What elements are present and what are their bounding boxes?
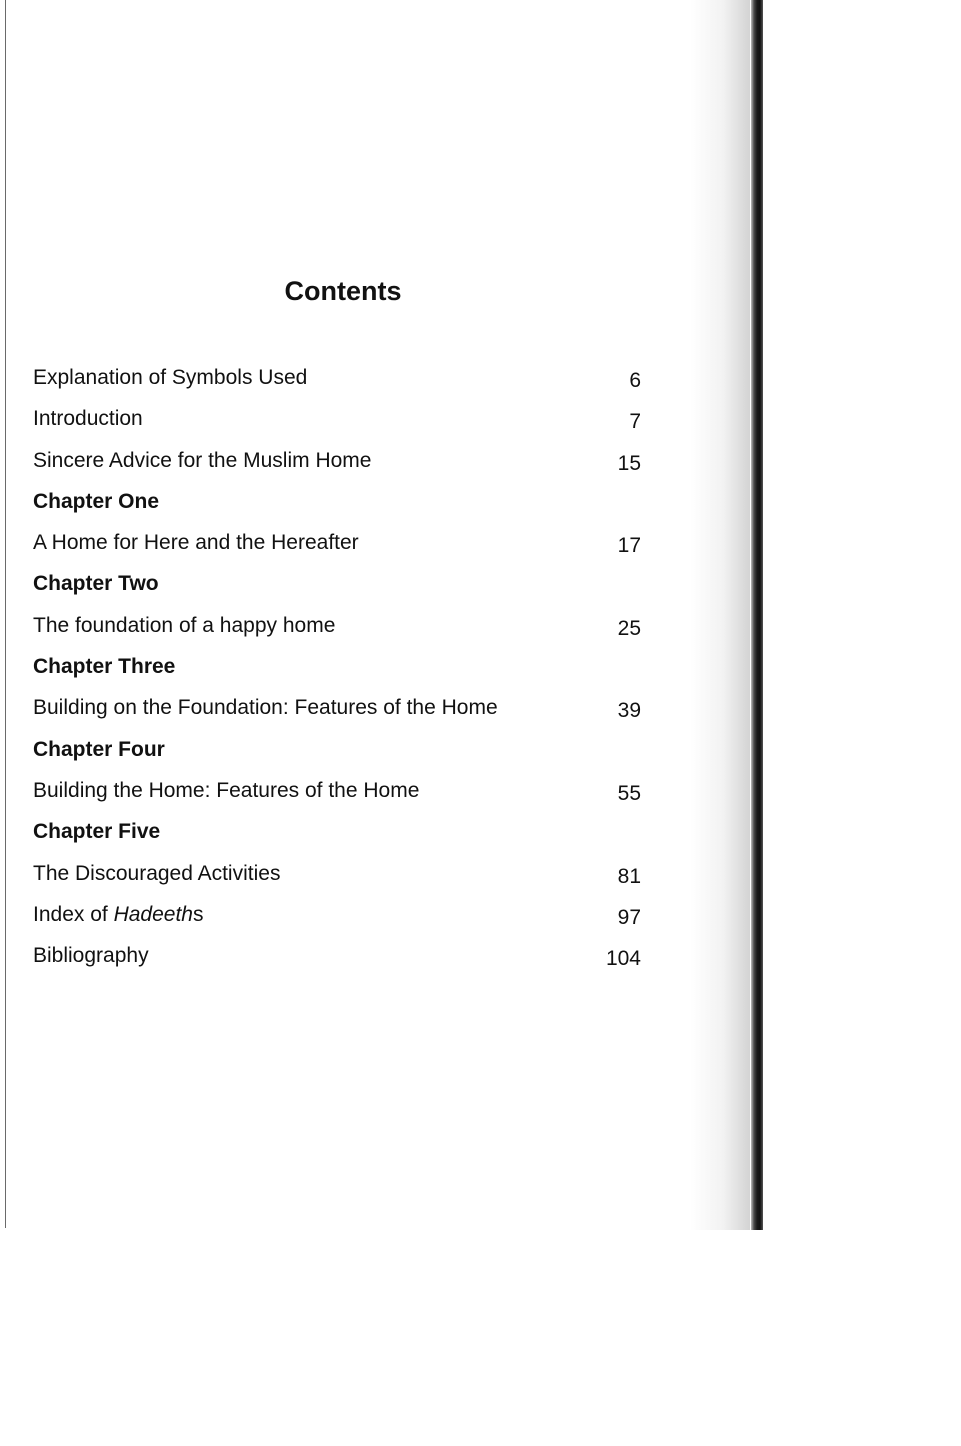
- toc-chapter-heading: [33, 569, 653, 610]
- toc-entry-label: Sincere Advice for the Muslim Home: [33, 448, 372, 472]
- toc-entry: [33, 693, 653, 734]
- toc-entry: [33, 941, 653, 982]
- label-italic: Hadeeth: [113, 902, 193, 926]
- toc-entry-page: 25: [617, 616, 641, 640]
- toc-entry-label: Introduction: [33, 407, 143, 431]
- chapter-heading-label: Chapter One: [33, 489, 160, 513]
- chapter-heading-label: Chapter Four: [33, 737, 165, 761]
- toc-entry: [33, 363, 653, 404]
- toc-entry-label: Bibliography: [33, 944, 149, 968]
- chapter-heading-label: Chapter Two: [33, 572, 159, 596]
- toc-entry-page: 81: [617, 864, 641, 888]
- chapter-heading-label: Chapter Three: [33, 655, 176, 679]
- toc-entry-label: A Home for Here and the Hereafter: [33, 531, 359, 555]
- toc-entry: [33, 404, 653, 445]
- toc-entry-label: Building on the Foundation: Features of the Home: [33, 696, 498, 720]
- toc-entry: [33, 776, 653, 817]
- toc-entry-page: 104: [605, 947, 641, 971]
- table-of-contents: [33, 363, 653, 982]
- left-page-edge: [5, 0, 6, 1228]
- toc-entry-page: 6: [629, 369, 641, 392]
- right-page-edge: [751, 0, 763, 1230]
- toc-entry-label: The Discouraged Activities: [33, 861, 281, 885]
- toc-entry: [33, 446, 653, 487]
- toc-entry-label: Building the Home: Features of the Home: [33, 778, 420, 802]
- label-suffix: s: [192, 902, 204, 926]
- toc-chapter-heading: [33, 652, 653, 693]
- toc-entry-label: The foundation of a happy home: [33, 613, 336, 637]
- toc-entry-page: 39: [617, 699, 641, 723]
- toc-entry-page: 7: [629, 410, 641, 434]
- toc-chapter-heading: [33, 817, 653, 858]
- toc-entry-page: 15: [617, 451, 641, 475]
- toc-entry-page: 17: [617, 534, 641, 558]
- toc-entry: [33, 900, 653, 941]
- toc-entry: [33, 611, 653, 652]
- toc-entry-label: [33, 900, 203, 930]
- toc-entry-page: 55: [617, 781, 641, 805]
- chapter-heading-label: Chapter Five: [33, 820, 161, 844]
- toc-entry-label: Explanation of Symbols Used: [33, 366, 308, 389]
- toc-entry: [33, 528, 653, 569]
- toc-chapter-heading: [33, 487, 653, 528]
- page-title: Contents: [284, 276, 402, 306]
- label-prefix: Index of: [33, 902, 114, 926]
- toc-chapter-heading: [33, 735, 653, 776]
- toc-entry: [33, 859, 653, 900]
- binding-shadow: [690, 0, 750, 1230]
- toc-entry-page: 97: [617, 905, 641, 929]
